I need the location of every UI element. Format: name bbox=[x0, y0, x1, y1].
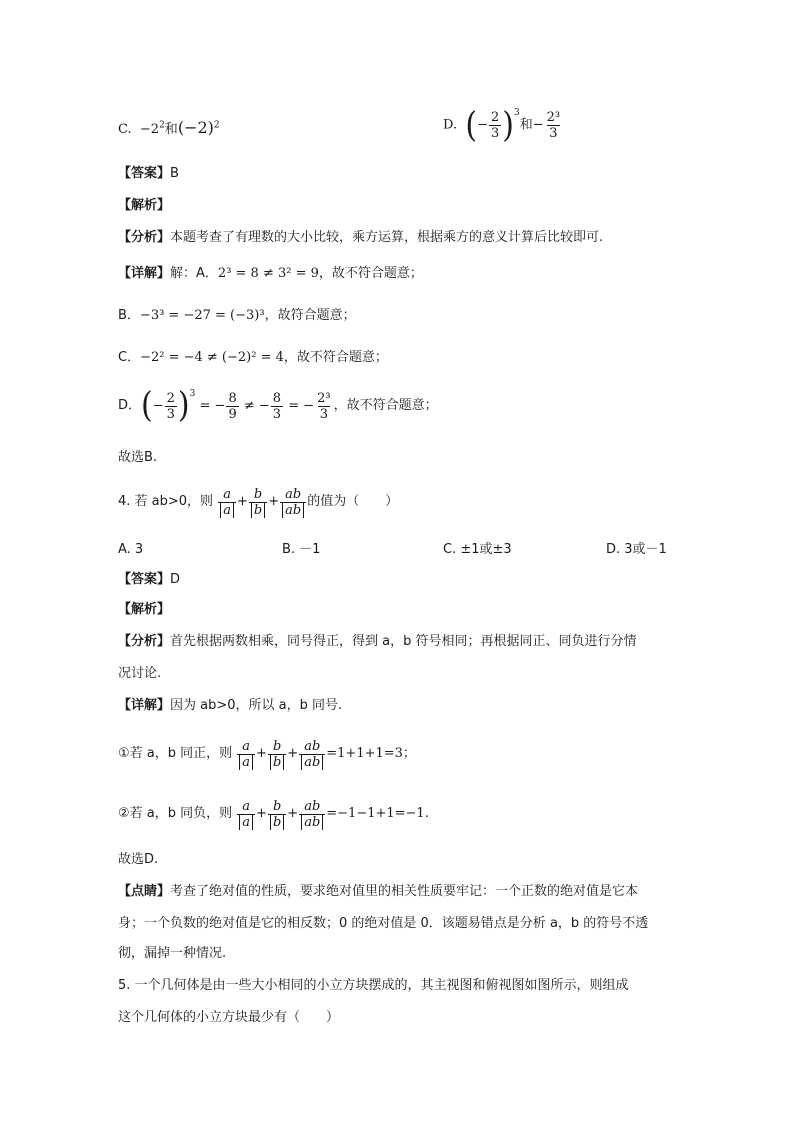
option-label: D. bbox=[443, 117, 458, 133]
q3-detail-a bbox=[118, 264, 423, 284]
q3-option-d bbox=[443, 104, 563, 146]
answer-value: D bbox=[170, 572, 181, 587]
numerator: 8 bbox=[228, 390, 237, 406]
conjunction: 和 bbox=[164, 122, 178, 137]
denominator: b bbox=[251, 503, 265, 518]
q4-fenxi-line1 bbox=[118, 632, 637, 652]
denominator: 3 bbox=[319, 406, 328, 422]
math-expr: −3³ = −27 = (−3)³ bbox=[139, 308, 265, 323]
numerator: ab bbox=[285, 486, 302, 502]
fraction-b-over-abs-b bbox=[249, 487, 267, 518]
q3-analysis-tag: 【解析】 bbox=[118, 198, 171, 213]
fraction-ab-over-abs-ab: $\frac{ab}{ab}$ bbox=[299, 739, 325, 770]
fraction: $\frac{2}{3}$ bbox=[166, 390, 175, 422]
numerator: 2 bbox=[490, 110, 500, 125]
q4-case1: ①若 a，b 同正，则 $\frac{a}{a}$ + $\frac{b}{b}$ + $\frac{ab}{ab}$ =1+1+1=3； bbox=[118, 738, 416, 770]
math-expr: −2² = −4 ≠ (−2)² = 4 bbox=[140, 350, 284, 365]
q4-analysis-tag: 【解析】 bbox=[118, 602, 171, 617]
numerator: b bbox=[253, 486, 263, 502]
numerator: 8 bbox=[272, 390, 282, 406]
q4-dianjing-line1 bbox=[118, 882, 638, 902]
exponent: 2 bbox=[213, 120, 220, 131]
plus-sign: + bbox=[268, 494, 280, 509]
denominator: a bbox=[220, 503, 234, 518]
exponent: 3 bbox=[513, 108, 520, 118]
fraction bbox=[315, 391, 332, 422]
q4-conclusion: 故选D. bbox=[118, 852, 159, 867]
detail-tag: 【详解】 bbox=[118, 266, 171, 281]
operator: = − bbox=[199, 398, 226, 413]
fraction-a-over-abs-a: $\frac{a}{a}$ bbox=[237, 739, 255, 770]
right-paren: ) bbox=[502, 104, 514, 146]
math-expr: 2³ = 8 ≠ 3² = 9 bbox=[217, 266, 319, 281]
left-paren: ( bbox=[141, 385, 153, 426]
q4-fenxi-line2: 况讨论. bbox=[118, 666, 162, 681]
fraction-b-over-abs-b: $\frac{b}{b}$ bbox=[268, 739, 286, 770]
q3-conclusion: 故选B. bbox=[118, 450, 158, 465]
math-expr: −2 bbox=[139, 122, 160, 137]
case-result: =−1−1+1=−1. bbox=[326, 806, 429, 821]
denominator: 3 bbox=[272, 406, 282, 422]
fraction-ab-over-abs-ab bbox=[280, 487, 306, 518]
detail-tag: 【详解】 bbox=[118, 698, 171, 713]
detail-prefix: 解：A． bbox=[170, 266, 218, 281]
left-paren: ( bbox=[465, 104, 478, 146]
detail-prefix: C． bbox=[118, 350, 141, 365]
q4-option-b: B. －1 bbox=[282, 542, 321, 557]
answer-tag: 【答案】 bbox=[118, 166, 171, 181]
detail-suffix: ，故符合题意； bbox=[264, 308, 356, 323]
denominator: 3 bbox=[490, 126, 500, 141]
stem-suffix: 的值为（ ） bbox=[307, 494, 399, 509]
fraction-b-over-abs-b: $\frac{b}{b}$ bbox=[268, 799, 286, 830]
q3-detail-d: D．(− $\frac{2}{3}$ )$^3$ = − $\frac{8}{9}$ ≠ − $\frac{8}{3}$ = − $\frac{\text{2³}}{3}$ ，故不符合题意； bbox=[118, 385, 438, 426]
q3-fenxi bbox=[118, 228, 603, 248]
denominator: 3 bbox=[549, 126, 558, 141]
stem-prefix: 4. 若 ab>0，则 bbox=[118, 494, 214, 509]
detail-suffix: ，故不符合题意； bbox=[318, 266, 423, 281]
detail-prefix: B． bbox=[118, 308, 140, 323]
fraction bbox=[489, 110, 501, 141]
q4-case2: ②若 a，b 同负，则 $\frac{a}{a}$ + $\frac{b}{b}$ + $\frac{ab}{ab}$ =−1−1+1=−1. bbox=[118, 798, 429, 830]
exponent: 2 bbox=[159, 120, 165, 131]
q4-option-c: C. ±1或±3 bbox=[443, 542, 512, 557]
q4-stem bbox=[118, 482, 398, 523]
fraction-ab-over-abs-ab: $\frac{ab}{ab}$ bbox=[299, 799, 325, 830]
case-result: =1+1+1=3； bbox=[326, 746, 416, 761]
q4-detail bbox=[118, 696, 342, 716]
fenxi-text: 本题考查了有理数的大小比较，乘方运算，根据乘方的意义计算后比较即可. bbox=[170, 230, 604, 245]
q4-option-d: D. 3或－1 bbox=[606, 542, 667, 557]
conjunction: 和− bbox=[519, 117, 544, 133]
option-label: C. bbox=[118, 122, 132, 137]
dianjing-tag: 【点睛】 bbox=[118, 884, 171, 899]
fraction-a-over-abs-a: $\frac{a}{a}$ bbox=[237, 799, 255, 830]
q4-option-a: A. 3 bbox=[118, 542, 144, 557]
q3-option-c bbox=[118, 118, 220, 140]
q3-detail-b bbox=[118, 306, 356, 326]
q5-stem-line2: 这个几何体的小立方块最少有（ ） bbox=[118, 1010, 340, 1025]
fenxi-tag: 【分析】 bbox=[118, 230, 171, 245]
operator: = − bbox=[288, 398, 315, 413]
fraction bbox=[271, 391, 283, 422]
answer-value: B bbox=[170, 166, 179, 181]
operator: ≠ − bbox=[243, 398, 270, 413]
minus-sign: − bbox=[477, 117, 488, 133]
denominator: 9 bbox=[228, 406, 237, 422]
detail-suffix: ，故不符合题意； bbox=[333, 398, 438, 413]
case-prefix: ①若 a，b 同正，则 bbox=[118, 746, 233, 761]
fraction bbox=[226, 391, 238, 422]
q5-stem-line1: 5. 一个几何体是由一些大小相同的小立方块摆成的，其主视图和俯视图如图所示，则组成 bbox=[118, 978, 629, 993]
numerator: 2³ bbox=[317, 390, 331, 406]
right-paren: ) bbox=[177, 385, 190, 426]
q3-answer bbox=[118, 164, 179, 184]
fenxi-tag: 【分析】 bbox=[118, 634, 171, 649]
q4-answer bbox=[118, 570, 180, 590]
q4-dianjing-line3: 彻，漏掉一种情况. bbox=[118, 946, 227, 961]
plus-sign: + bbox=[236, 494, 248, 509]
q4-dianjing-line2: 身；一个负数的绝对值是它的相反数；0 的绝对值是 0．该题易错点是分析 a，b 的符号不透 bbox=[118, 916, 649, 931]
detail-text: 因为 ab>0，所以 a，b 同号. bbox=[170, 698, 343, 713]
fraction-a-over-abs-a bbox=[218, 487, 236, 518]
numerator: a bbox=[223, 486, 231, 502]
numerator: 2³ bbox=[546, 110, 561, 125]
case-prefix: ②若 a，b 同负，则 bbox=[118, 806, 233, 821]
detail-suffix: ，故不符合题意； bbox=[283, 350, 388, 365]
fenxi-text: 首先根据两数相乘，同号得正，得到 a，b 符号相同；再根据同正、同负进行分情 bbox=[170, 634, 637, 649]
answer-tag: 【答案】 bbox=[118, 572, 171, 587]
q3-detail-c bbox=[118, 348, 388, 368]
math-expr: (−2) bbox=[177, 118, 214, 137]
denominator: ab bbox=[282, 503, 304, 518]
dianjing-text: 考查了绝对值的性质，要求绝对值里的相关性质要牢记：一个正数的绝对值是它本 bbox=[170, 884, 639, 899]
detail-prefix: D． bbox=[118, 398, 142, 413]
fraction bbox=[545, 110, 562, 141]
